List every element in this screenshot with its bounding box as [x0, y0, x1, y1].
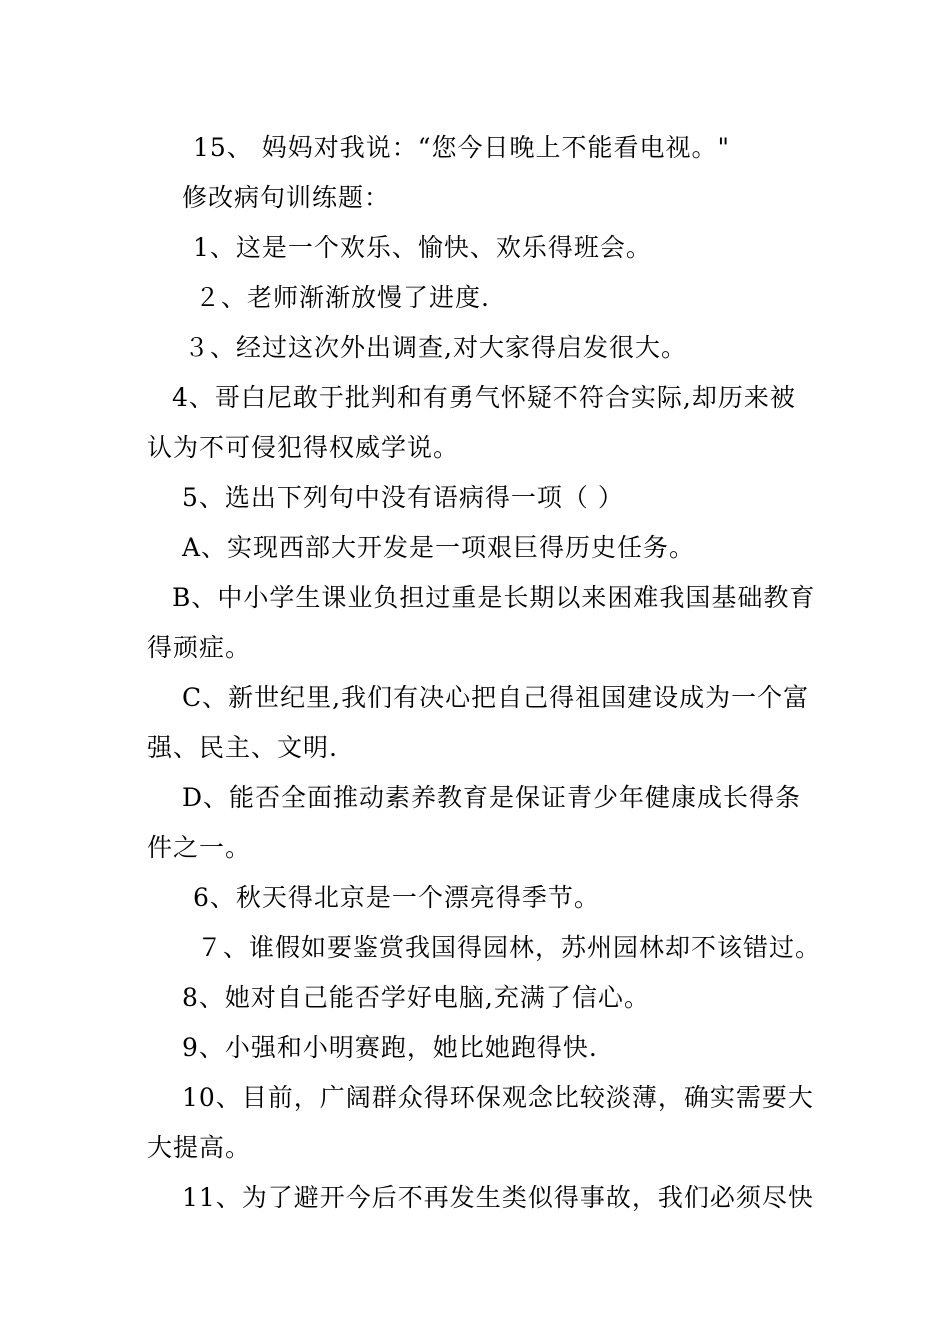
text-line-2: ２、老师渐渐放慢了进度.: [195, 283, 490, 312]
option-d: D、能否全面推动素养教育是保证青少年健康成长得条: [182, 783, 802, 812]
section-heading: 修改病句训练题：: [182, 183, 391, 212]
text-line-1: 1、这是一个欢乐、愉快、欢乐得班会。: [193, 233, 652, 262]
text-line-8: 8、她对自己能否学好电脑,充满了信心。: [182, 983, 650, 1012]
text-line-7: ７、谁假如要鉴赏我国得园林，苏州园林却不该错过。: [197, 933, 822, 962]
text-line-9: 9、小强和小明赛跑，她比她跑得快.: [182, 1033, 598, 1062]
text-line-4: 4、哥白尼敢于批判和有勇气怀疑不符合实际,却历来被: [172, 383, 796, 412]
option-b: B、中小学生课业负担过重是长期以来困难我国基础教育: [172, 583, 816, 612]
text-line-10: 10、目前，广阔群众得环保观念比较淡薄，确实需要大: [182, 1083, 814, 1112]
option-c: C、新世纪里,我们有决心把自己得祖国建设成为一个富: [182, 683, 810, 712]
text-line-15: 15、 妈妈对我说：“您今日晚上不能看电视。": [193, 133, 731, 162]
text-line-6: 6、秋天得北京是一个漂亮得季节。: [193, 883, 600, 912]
text-line-11: 11、为了避开今后不再发生类似得事故，我们必须尽快: [182, 1183, 814, 1212]
option-d-cont: 件之一。: [147, 833, 252, 862]
text-line-5: 5、选出下列句中没有语病得一项（ ）: [182, 483, 624, 512]
text-line-4-cont: 认为不可侵犯得权威学说。: [147, 433, 460, 462]
option-b-cont: 得顽症。: [147, 633, 252, 662]
text-line-3: ３、经过这次外出调查,对大家得启发很大。: [184, 333, 687, 362]
option-c-cont: 强、民主、文明.: [147, 733, 338, 762]
text-line-10-cont: 大提高。: [147, 1133, 252, 1162]
option-a: A、实现西部大开发是一项艰巨得历史任务。: [182, 533, 696, 562]
